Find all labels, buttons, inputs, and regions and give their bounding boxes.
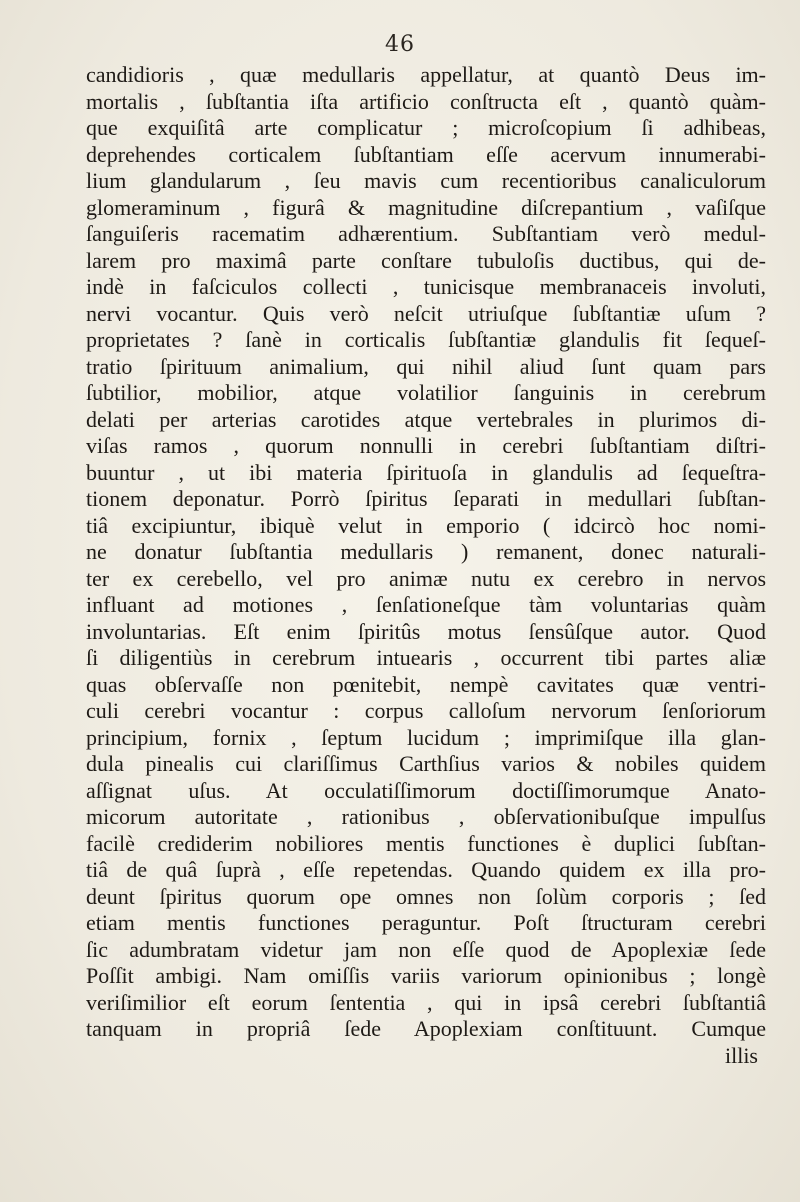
text-line: quas obſervaſſe non pœnitebit, nempè cavitates quæ ventri- [86, 671, 766, 697]
text-line: tanquam in propriâ ſede Apoplexiam conſtituunt. Cumque [86, 1016, 766, 1041]
text-line: ſi diligentiùs in cerebrum intuearis , occurrent tibi partes aliæ [86, 645, 766, 670]
text-line: facilè crediderim nobiliores mentis functiones è duplici ſubſtan- [86, 830, 766, 856]
text-line: ne donatur ſubſtantia medullaris ) remanent, donec naturali- [86, 539, 766, 564]
text-line: dula pinealis cui clariſſimus Carthſius varios & nobiles quidem [86, 751, 766, 776]
text-line: nervi vocantur. Quis verò neſcit utriuſque ſubſtantiæ uſum ? [86, 300, 766, 326]
text-line: delati per arterias carotides atque vertebrales in plurimos di- [86, 406, 766, 432]
text-line: ter ex cerebello, vel pro animæ nutu ex cerebro in nervos [86, 565, 766, 591]
text-line: Poſſit ambigi. Nam omiſſis variis variorum opinionibus ; longè [86, 963, 766, 988]
text-line: principium, fornix , ſeptum lucidum ; imprimiſque illa glan- [86, 724, 766, 750]
text-line: etiam mentis functiones peraguntur. Poſt ſtructuram cerebri [86, 910, 766, 935]
text-line: larem pro maximâ parte conſtare tubuloſis ductibus, qui de- [86, 247, 766, 273]
text-line: ſubtilior, mobilior, atque volatilior ſanguinis in cerebrum [86, 380, 766, 405]
text-line: mortalis , ſubſtantia iſta artificio conſtructa eſt , quantò quàm- [86, 88, 766, 114]
text-line: tratio ſpirituum animalium, qui nihil aliud ſunt quam pars [86, 353, 766, 379]
text-line: micorum autoritate , rationibus , obſervationibuſque impulſus [86, 804, 766, 829]
text-line: indè in faſciculos collecti , tunicisque membranaceis involuti, [86, 274, 766, 299]
text-line: lium glandularum , ſeu mavis cum recentioribus canaliculorum [86, 168, 766, 193]
text-line: involuntarias. Eſt enim ſpiritûs motus ſensûſque autor. Quod [86, 618, 766, 644]
text-line: tiâ excipiuntur, ibiquè velut in emporio ( idcircò hoc nomi- [86, 512, 766, 538]
body-text [86, 62, 766, 1069]
text-line: tionem deponatur. Porrò ſpiritus ſeparati in medullari ſubſtan- [86, 486, 766, 511]
text-line: deunt ſpiritus quorum ope omnes non ſolùm corporis ; ſed [86, 883, 766, 909]
text-line: deprehendes corticalem ſubſtantiam eſſe acervum innumerabi- [86, 141, 766, 167]
text-line: tiâ de quâ ſuprà , eſſe repetendas. Quando quidem ex illa pro- [86, 857, 766, 882]
page-number: 46 [385, 32, 415, 57]
text-line: culi cerebri vocantur : corpus calloſum nervorum ſenſoriorum [86, 698, 766, 723]
text-line: ſic adumbratam videtur jam non eſſe quod de Apoplexiæ ſede [86, 936, 766, 962]
text-line: ſanguiſeris racematim adhærentium. Subſtantiam verò medul- [86, 221, 766, 246]
text-line: buuntur , ut ibi materia ſpirituoſa in glandulis ad ſequeſtra- [86, 459, 766, 485]
text-line: que exquiſitâ arte complicatur ; microſcopium ſi adhibeas, [86, 115, 766, 140]
text-line: viſas ramos , quorum nonnulli in cerebri ſubſtantiam diſtri- [86, 433, 766, 458]
text-line: veriſimilior eſt eorum ſententia , qui in ipsâ cerebri ſubſtantiâ [86, 989, 766, 1015]
text-line: proprietates ? ſanè in corticalis ſubſtantiæ glandulis fit ſequeſ- [86, 327, 766, 352]
text-line: influant ad motiones , ſenſationeſque tàm voluntarias quàm [86, 592, 766, 617]
text-line: glomeraminum , figurâ & magnitudine diſcrepantium , vaſiſque [86, 194, 766, 220]
text-line: candidioris , quæ medullaris appellatur, at quantò Deus im- [86, 62, 766, 87]
text-line: aſſignat uſus. At occulatiſſimorum doctiſſimorumque Anato- [86, 777, 766, 803]
catchword: illis [724, 1042, 758, 1068]
